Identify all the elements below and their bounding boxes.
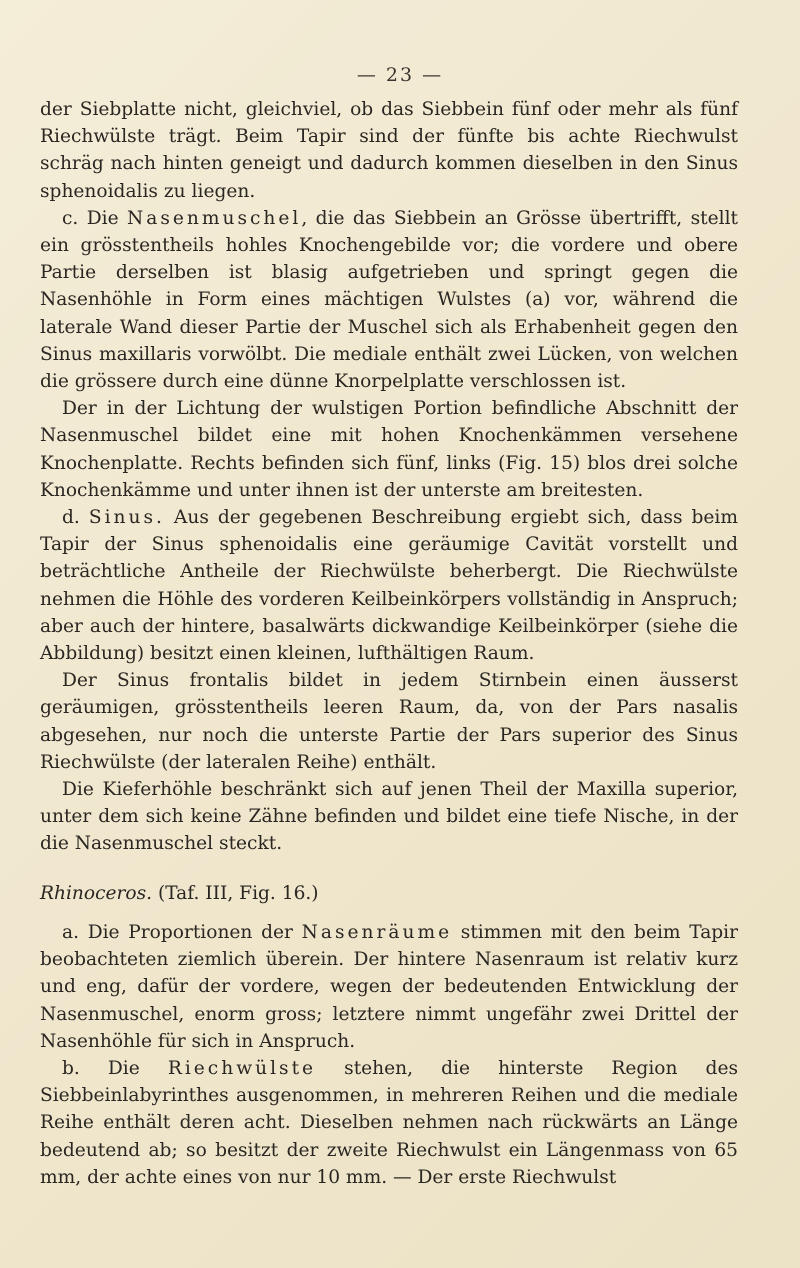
paragraph-text: Der in der Lichtung der wulstigen Portion befindliche Abschnitt der Nasenmuschel bildet eine mit hohen Knochenkämmen versehene Knochenplatte. Rechts befinden sich fünf, links (Fig. 15) blos drei solche Knochenkämme und unter ihnen ist der unterste am breitesten. (40, 398, 738, 501)
paragraph-5 (40, 667, 738, 776)
spaced-term: Nasenräume (301, 921, 453, 943)
spaced-term: Riechwülste (167, 1057, 317, 1079)
paragraph-text: Aus der gegebenen Beschreibung ergiebt sich, dass beim Tapir der Sinus sphenoidalis eine geräumige Cavität vorstellt und beträchtliche Antheile der Riechwülste beherbergt. Die Riechwülste nehmen die Höhle des vorderen Keilbeinkörpers vollständig in Anspruch; aber auch der hintere, basalwärts dickwandige Keilbeinkörper (siehe die Abbildung) besitzt einen kleinen, lufthältigen Raum. (40, 507, 738, 665)
section-paragraph-2 (40, 1055, 738, 1191)
paragraph-2 (40, 205, 738, 395)
paragraph-text: Die Kieferhöhle beschränkt sich auf jenen Theil der Maxilla superior, unter dem sich keine Zähne befinden und bildet eine tiefe Nische, in der die Nasenmuschel steckt. (40, 779, 738, 855)
paragraph-text: Der Sinus frontalis bildet in jedem Stirnbein einen äusserst geräumigen, grösstentheils leeren Raum, da, von der Pars nasalis abgesehen, nur noch die unterste Partie der Pars superior des Sinus Riechwülste (der lateralen Reihe) enthält. (40, 670, 738, 773)
spaced-term: Sinus. (88, 507, 165, 529)
paragraph-prefix: a. Die Proportionen der (62, 921, 302, 943)
paragraph-text: , die das Siebbein an Grösse übertrifft, stellt ein grösstentheils hohles Knochengebilde vor; die vordere und obere Partie derselben ist blasig aufgetrieben und springt gegen die Nasenhöhle in Form eines mächtigen Wulstes (a) vor, während die laterale Wand dieser Partie der Muschel sich als Erhabenheit gegen den Sinus maxillaris vorwölbt. Die mediale enthält zwei Lücken, von welchen die grössere durch eine dünne Knorpelplatte verschlossen ist. (40, 207, 738, 393)
paragraph-text: der Siebplatte nicht, gleichviel, ob das Siebbein fünf oder mehr als fünf Riechwülste trägt. Beim Tapir sind der fünfte bis achte Riechwulst schräg nach hinten geneigt und dadurch kommen dieselben in den Sinus sphenoidalis zu liegen. (40, 99, 738, 202)
paragraph-text: stehen, die hinterste Region des Siebbeinlabyrinthes ausgenommen, in mehreren Reihen und die mediale Reihe enthält deren acht. Dieselben nehmen nach rückwärts an Länge bedeutend ab; so besitzt der zweite Riechwulst ein Längenmass von 65 mm, der achte eines von nur 10 mm. — Der erste Riechwulst (40, 1057, 738, 1188)
paragraph-text: stimmen mit den beim Tapir beobachteten ziemlich überein. Der hintere Nasenraum ist relativ kurz und eng, dafür der vordere, wegen der bedeutenden Entwicklung der Nasenmuschel, enorm gross; letztere nimmt ungefähr zwei Drittel der Nasenhöhle für sich in Anspruch. (40, 921, 739, 1052)
paragraph-prefix: c. Die (62, 207, 127, 229)
spaced-term: Nasenmuschel (126, 207, 302, 229)
section-heading (40, 880, 738, 907)
paragraph-3 (40, 395, 738, 504)
paragraph-4 (40, 504, 738, 667)
body-text (40, 96, 738, 1191)
paragraph-prefix: d. (62, 507, 89, 529)
paragraph-6 (40, 776, 738, 858)
page-number: — 23 — (356, 64, 444, 86)
section-paragraph-1 (40, 919, 738, 1055)
paragraph-1 (40, 96, 738, 205)
section-heading-species: Rhinoceros. (40, 882, 153, 904)
paragraph-prefix: b. Die (62, 1057, 168, 1079)
section-heading-reference: (Taf. III, Fig. 16.) (157, 882, 319, 904)
